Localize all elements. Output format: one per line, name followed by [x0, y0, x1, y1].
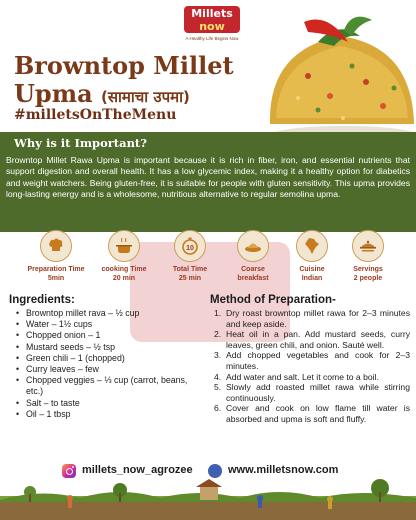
list-item: • Salt – to taste [16, 398, 206, 409]
info-course-label: Coarse [241, 266, 265, 273]
list-item [214, 403, 410, 424]
info-cook-label: cooking Time [101, 266, 147, 273]
info-cuisine-value: Indian [301, 274, 323, 282]
info-prep-value: 5min [47, 274, 65, 282]
upma-dish-image [248, 6, 416, 142]
info-cuisine [282, 230, 342, 283]
step-text: Slowly add roasted millet rawa while stirring continuously. [226, 382, 410, 403]
timer-icon [174, 230, 206, 262]
website-link[interactable]: www.milletsnow.com [228, 464, 339, 476]
recipe-title-line1: Browntop Millet [14, 51, 234, 80]
info-prep-time [26, 230, 86, 283]
ingredients-list [16, 308, 206, 420]
info-total-label: Total Time [172, 266, 208, 273]
step-text: Add chopped vegetables and cook for 2–3 minutes. [226, 350, 410, 371]
list-item: • Chopped veggies – ⅓ cup (carrot, beans, etc.) [16, 375, 206, 397]
cooking-pot-icon [108, 230, 140, 262]
recipe-title-line2: Upma [14, 79, 93, 108]
recipe-hashtag: #milletsOnTheMenu [14, 107, 177, 123]
list-item: • Browntop millet rava – ½ cup [16, 308, 206, 319]
recipe-title-hindi: (सामाचा उपमा) [101, 88, 190, 106]
list-item: • Mustard seeds – ½ tsp [16, 342, 206, 353]
method-heading: Method of Preparation- [210, 294, 336, 306]
list-item [214, 382, 410, 403]
list-item [214, 329, 410, 350]
list-item [214, 308, 410, 329]
logo-tagline: A Healthy Life Begins Now [185, 36, 239, 41]
list-item: • Water – 1½ cups [16, 319, 206, 330]
list-item [214, 350, 410, 371]
info-servings-label: Servings [353, 266, 383, 273]
list-item: • Chopped onion – 1 [16, 330, 206, 341]
logo-line2: now [199, 20, 225, 33]
info-total-value: 25 min [178, 274, 202, 282]
logo-badge [184, 6, 240, 33]
info-total-time [160, 230, 220, 283]
food-plate-icon [237, 230, 269, 262]
recipe-info-row [0, 230, 416, 288]
step-number: 3. [214, 350, 222, 361]
india-map-icon [296, 230, 328, 262]
logo-line1: Millets [191, 7, 233, 20]
chef-hat-icon [40, 230, 72, 262]
why-important-section [0, 132, 416, 232]
step-number: 5. [214, 382, 222, 393]
ingredients-heading: Ingredients: [9, 294, 75, 306]
servings-icon [352, 230, 384, 262]
list-item [214, 372, 410, 383]
step-text: Heat oil in a pan. Add mustard seeds, curry leaves, green chili, and onion. Sauté well. [226, 329, 410, 350]
info-course-value: breakfast [237, 274, 269, 282]
instagram-handle-link[interactable]: millets_now_agrozee [82, 464, 193, 476]
info-cuisine-label: Cuisine [299, 266, 325, 273]
farm-scene-illustration [0, 478, 416, 520]
method-steps [214, 308, 410, 425]
step-number: 2. [214, 329, 222, 340]
timer-badge-text: 10 [186, 245, 194, 252]
why-body-text: Browntop Millet Rawa Upma is important because it is rich in fiber, iron, and essential nutrients that support digestion and overall health. It has a low glycemic index, making it a healthy option for diabetics and weight watchers. Being gluten-free, it is suitable for people with gluten sensitivity. This upma provides long-lasting energy and is a wholesome, nutritious alternative to regular semolina upma. [6, 155, 410, 200]
recipe-title [14, 52, 234, 111]
step-number: 6. [214, 403, 222, 414]
list-item: • Green chili – 1 (chopped) [16, 353, 206, 364]
why-heading: Why is it Important? [14, 136, 147, 150]
list-item: • Oil – 1 tbsp [16, 409, 206, 420]
info-course [223, 230, 283, 283]
info-servings-value: 2 people [353, 274, 383, 282]
step-text: Dry roast browntop millet rawa for 2–3 minutes and keep aside. [226, 308, 410, 329]
step-number: 1. [214, 308, 222, 318]
list-item: • Curry leaves – few [16, 364, 206, 375]
millets-now-logo [178, 6, 246, 46]
step-text: Cover and cook on low flame till water is absorbed and upma is soft and fluffy. [226, 403, 410, 424]
info-cook-value: 20 min [112, 274, 136, 282]
step-text: Add water and salt. Let it come to a boil. [226, 371, 379, 382]
info-cook-time [94, 230, 154, 283]
info-prep-label: Preparation Time [27, 266, 85, 273]
instagram-icon[interactable] [62, 464, 76, 478]
step-number: 4. [214, 371, 222, 382]
globe-icon[interactable] [208, 464, 222, 478]
info-servings [338, 230, 398, 283]
